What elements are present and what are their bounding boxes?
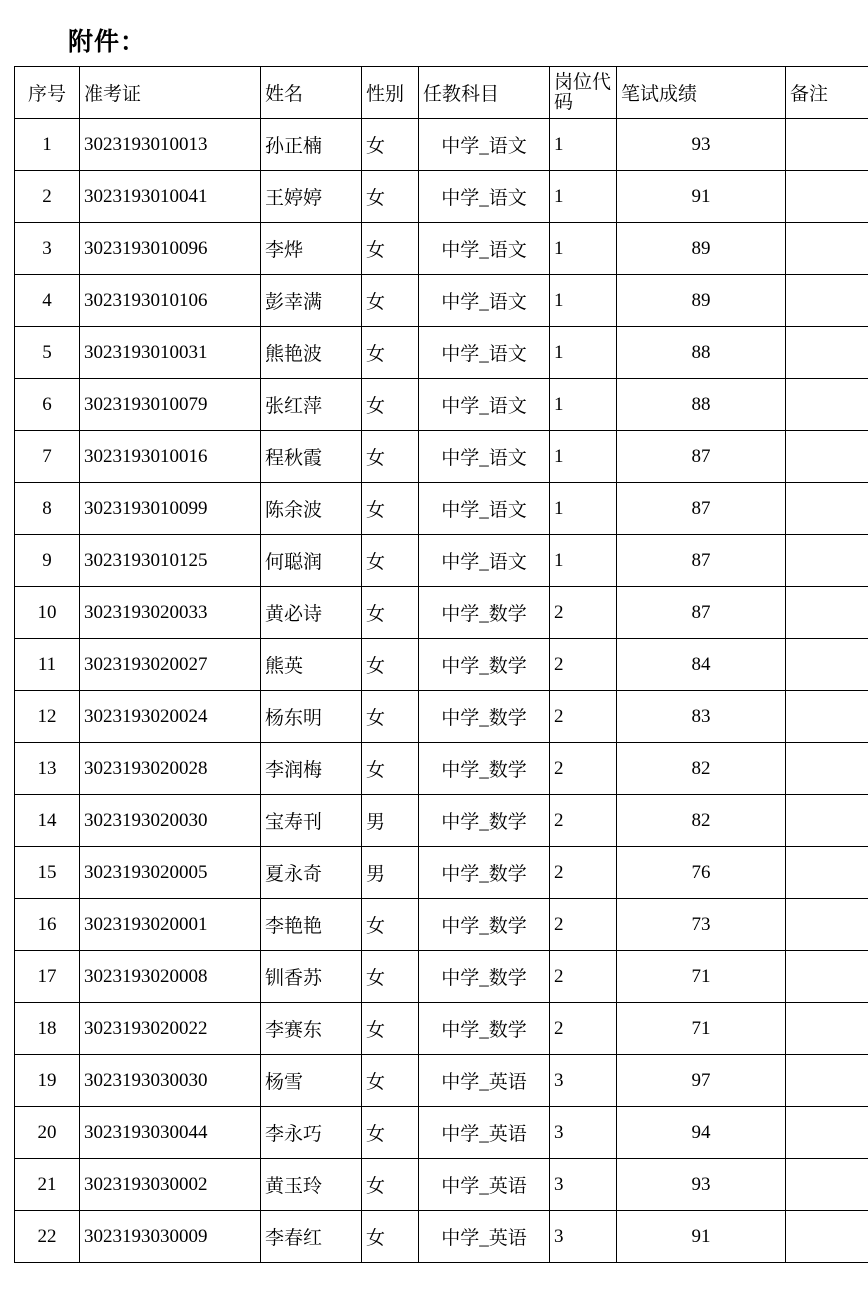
cell-ticket: 3023193010099: [80, 483, 261, 535]
cell-remark: [786, 639, 868, 691]
cell-subject: 中学_英语: [419, 1159, 550, 1211]
table-header-row: [15, 67, 868, 119]
cell-post-code: 1: [550, 171, 617, 223]
cell-remark: [786, 795, 868, 847]
cell-subject: 中学_语文: [419, 483, 550, 535]
table-row: [15, 171, 868, 223]
cell-remark: [786, 171, 868, 223]
cell-post-code: 1: [550, 379, 617, 431]
table-row: [15, 483, 868, 535]
cell-post-code: 3: [550, 1159, 617, 1211]
cell-index: 8: [15, 483, 80, 535]
cell-post-code: 2: [550, 899, 617, 951]
cell-subject: 中学_语文: [419, 431, 550, 483]
cell-subject: 中学_数学: [419, 1003, 550, 1055]
cell-gender: 女: [362, 1003, 419, 1055]
cell-subject: 中学_数学: [419, 899, 550, 951]
column-header-gender: 性别: [362, 67, 419, 119]
cell-written-score: 88: [617, 379, 786, 431]
table-header: [15, 67, 868, 119]
cell-name: 程秋霞: [261, 431, 362, 483]
cell-subject: 中学_语文: [419, 119, 550, 171]
cell-index: 15: [15, 847, 80, 899]
cell-name: 何聪润: [261, 535, 362, 587]
cell-gender: 女: [362, 431, 419, 483]
cell-gender: 男: [362, 795, 419, 847]
column-header-ticket: 准考证: [80, 67, 261, 119]
column-header-written-score: 笔试成绩: [617, 67, 786, 119]
cell-ticket: 3023193010079: [80, 379, 261, 431]
cell-written-score: 91: [617, 1211, 786, 1263]
cell-ticket: 3023193010125: [80, 535, 261, 587]
table-row: [15, 795, 868, 847]
cell-written-score: 73: [617, 899, 786, 951]
cell-gender: 女: [362, 535, 419, 587]
column-header-subject: 任教科目: [419, 67, 550, 119]
cell-subject: 中学_数学: [419, 795, 550, 847]
cell-index: 3: [15, 223, 80, 275]
cell-name: 黄玉玲: [261, 1159, 362, 1211]
cell-post-code: 1: [550, 535, 617, 587]
cell-name: 夏永奇: [261, 847, 362, 899]
cell-remark: [786, 951, 868, 1003]
cell-subject: 中学_语文: [419, 535, 550, 587]
cell-written-score: 88: [617, 327, 786, 379]
cell-written-score: 87: [617, 483, 786, 535]
table-row: [15, 223, 868, 275]
cell-post-code: 2: [550, 587, 617, 639]
table-row: [15, 743, 868, 795]
cell-gender: 女: [362, 691, 419, 743]
cell-gender: 女: [362, 379, 419, 431]
cell-post-code: 1: [550, 223, 617, 275]
cell-ticket: 3023193010106: [80, 275, 261, 327]
cell-remark: [786, 535, 868, 587]
cell-name: 钏香苏: [261, 951, 362, 1003]
cell-gender: 女: [362, 1159, 419, 1211]
cell-gender: 女: [362, 275, 419, 327]
cell-ticket: 3023193010031: [80, 327, 261, 379]
cell-written-score: 89: [617, 275, 786, 327]
cell-index: 20: [15, 1107, 80, 1159]
cell-index: 19: [15, 1055, 80, 1107]
table-row: [15, 951, 868, 1003]
cell-index: 13: [15, 743, 80, 795]
cell-gender: 女: [362, 223, 419, 275]
cell-index: 16: [15, 899, 80, 951]
cell-post-code: 1: [550, 483, 617, 535]
table-row: [15, 639, 868, 691]
cell-ticket: 3023193010041: [80, 171, 261, 223]
cell-ticket: 3023193020008: [80, 951, 261, 1003]
cell-ticket: 3023193020028: [80, 743, 261, 795]
cell-remark: [786, 1055, 868, 1107]
cell-ticket: 3023193030009: [80, 1211, 261, 1263]
cell-subject: 中学_数学: [419, 587, 550, 639]
cell-remark: [786, 431, 868, 483]
cell-index: 12: [15, 691, 80, 743]
table-row: [15, 1107, 868, 1159]
cell-post-code: 2: [550, 639, 617, 691]
cell-post-code: 1: [550, 119, 617, 171]
cell-written-score: 97: [617, 1055, 786, 1107]
cell-post-code: 2: [550, 951, 617, 1003]
cell-written-score: 87: [617, 535, 786, 587]
cell-subject: 中学_数学: [419, 639, 550, 691]
cell-index: 10: [15, 587, 80, 639]
cell-index: 4: [15, 275, 80, 327]
cell-gender: 女: [362, 171, 419, 223]
cell-gender: 女: [362, 899, 419, 951]
table-row: [15, 327, 868, 379]
cell-gender: 女: [362, 951, 419, 1003]
cell-name: 李永巧: [261, 1107, 362, 1159]
cell-written-score: 94: [617, 1107, 786, 1159]
cell-post-code: 1: [550, 275, 617, 327]
table-row: [15, 431, 868, 483]
cell-ticket: 3023193030002: [80, 1159, 261, 1211]
cell-index: 17: [15, 951, 80, 1003]
cell-remark: [786, 743, 868, 795]
cell-ticket: 3023193020022: [80, 1003, 261, 1055]
cell-post-code: 3: [550, 1055, 617, 1107]
cell-name: 彭幸满: [261, 275, 362, 327]
cell-gender: 女: [362, 1055, 419, 1107]
cell-name: 杨雪: [261, 1055, 362, 1107]
cell-written-score: 93: [617, 1159, 786, 1211]
cell-remark: [786, 223, 868, 275]
cell-index: 7: [15, 431, 80, 483]
cell-written-score: 91: [617, 171, 786, 223]
cell-name: 李润梅: [261, 743, 362, 795]
cell-remark: [786, 1159, 868, 1211]
cell-ticket: 3023193020027: [80, 639, 261, 691]
column-header-index: 序号: [15, 67, 80, 119]
cell-remark: [786, 1003, 868, 1055]
cell-name: 王婷婷: [261, 171, 362, 223]
cell-subject: 中学_数学: [419, 847, 550, 899]
cell-index: 1: [15, 119, 80, 171]
cell-post-code: 2: [550, 1003, 617, 1055]
cell-post-code: 2: [550, 743, 617, 795]
cell-post-code: 3: [550, 1211, 617, 1263]
cell-post-code: 1: [550, 431, 617, 483]
cell-post-code: 3: [550, 1107, 617, 1159]
cell-name: 孙正楠: [261, 119, 362, 171]
cell-written-score: 71: [617, 951, 786, 1003]
cell-remark: [786, 587, 868, 639]
cell-name: 陈余波: [261, 483, 362, 535]
cell-written-score: 93: [617, 119, 786, 171]
table-row: [15, 1003, 868, 1055]
cell-ticket: 3023193010013: [80, 119, 261, 171]
cell-remark: [786, 483, 868, 535]
cell-written-score: 87: [617, 587, 786, 639]
column-header-remark: 备注: [786, 67, 868, 119]
cell-name: 熊英: [261, 639, 362, 691]
cell-index: 14: [15, 795, 80, 847]
cell-subject: 中学_语文: [419, 275, 550, 327]
cell-subject: 中学_数学: [419, 951, 550, 1003]
cell-index: 6: [15, 379, 80, 431]
cell-name: 黄必诗: [261, 587, 362, 639]
column-header-name: 姓名: [261, 67, 362, 119]
cell-ticket: 3023193020024: [80, 691, 261, 743]
table-row: [15, 1211, 868, 1263]
cell-gender: 女: [362, 119, 419, 171]
cell-subject: 中学_数学: [419, 691, 550, 743]
cell-subject: 中学_英语: [419, 1211, 550, 1263]
cell-subject: 中学_数学: [419, 743, 550, 795]
cell-gender: 女: [362, 743, 419, 795]
cell-ticket: 3023193020030: [80, 795, 261, 847]
table-row: [15, 379, 868, 431]
cell-gender: 女: [362, 639, 419, 691]
table-body: [15, 119, 868, 1263]
cell-remark: [786, 275, 868, 327]
cell-post-code: 2: [550, 847, 617, 899]
cell-remark: [786, 1211, 868, 1263]
table-row: [15, 899, 868, 951]
cell-subject: 中学_语文: [419, 223, 550, 275]
cell-ticket: 3023193030030: [80, 1055, 261, 1107]
table-row: [15, 587, 868, 639]
cell-name: 李赛东: [261, 1003, 362, 1055]
cell-written-score: 82: [617, 743, 786, 795]
cell-remark: [786, 899, 868, 951]
cell-written-score: 82: [617, 795, 786, 847]
cell-name: 宝寿刊: [261, 795, 362, 847]
cell-subject: 中学_语文: [419, 327, 550, 379]
candidate-score-table: [14, 66, 868, 1263]
cell-name: 熊艳波: [261, 327, 362, 379]
cell-written-score: 84: [617, 639, 786, 691]
cell-written-score: 83: [617, 691, 786, 743]
cell-remark: [786, 1107, 868, 1159]
cell-written-score: 89: [617, 223, 786, 275]
cell-subject: 中学_语文: [419, 379, 550, 431]
cell-ticket: 3023193020005: [80, 847, 261, 899]
cell-ticket: 3023193010016: [80, 431, 261, 483]
table-row: [15, 119, 868, 171]
cell-ticket: 3023193020001: [80, 899, 261, 951]
cell-post-code: 1: [550, 327, 617, 379]
cell-ticket: 3023193010096: [80, 223, 261, 275]
cell-remark: [786, 119, 868, 171]
cell-subject: 中学_英语: [419, 1107, 550, 1159]
cell-index: 5: [15, 327, 80, 379]
cell-subject: 中学_英语: [419, 1055, 550, 1107]
cell-index: 22: [15, 1211, 80, 1263]
cell-written-score: 87: [617, 431, 786, 483]
cell-index: 9: [15, 535, 80, 587]
cell-name: 杨东明: [261, 691, 362, 743]
cell-gender: 女: [362, 1107, 419, 1159]
cell-gender: 女: [362, 327, 419, 379]
cell-ticket: 3023193020033: [80, 587, 261, 639]
cell-subject: 中学_语文: [419, 171, 550, 223]
cell-gender: 男: [362, 847, 419, 899]
cell-post-code: 2: [550, 795, 617, 847]
cell-name: 李烨: [261, 223, 362, 275]
cell-remark: [786, 327, 868, 379]
cell-gender: 女: [362, 1211, 419, 1263]
cell-index: 21: [15, 1159, 80, 1211]
table-row: [15, 1055, 868, 1107]
cell-written-score: 76: [617, 847, 786, 899]
cell-ticket: 3023193030044: [80, 1107, 261, 1159]
cell-remark: [786, 691, 868, 743]
cell-name: 李春红: [261, 1211, 362, 1263]
cell-written-score: 71: [617, 1003, 786, 1055]
table-row: [15, 691, 868, 743]
table-row: [15, 275, 868, 327]
cell-index: 11: [15, 639, 80, 691]
table-row: [15, 535, 868, 587]
cell-name: 李艳艳: [261, 899, 362, 951]
column-header-post-code: 岗位代码: [550, 67, 617, 119]
cell-post-code: 2: [550, 691, 617, 743]
page-title: 附件：: [68, 29, 147, 56]
table-row: [15, 847, 868, 899]
cell-remark: [786, 379, 868, 431]
cell-gender: 女: [362, 587, 419, 639]
cell-index: 18: [15, 1003, 80, 1055]
cell-index: 2: [15, 171, 80, 223]
table-row: [15, 1159, 868, 1211]
cell-name: 张红萍: [261, 379, 362, 431]
cell-remark: [786, 847, 868, 899]
cell-gender: 女: [362, 483, 419, 535]
